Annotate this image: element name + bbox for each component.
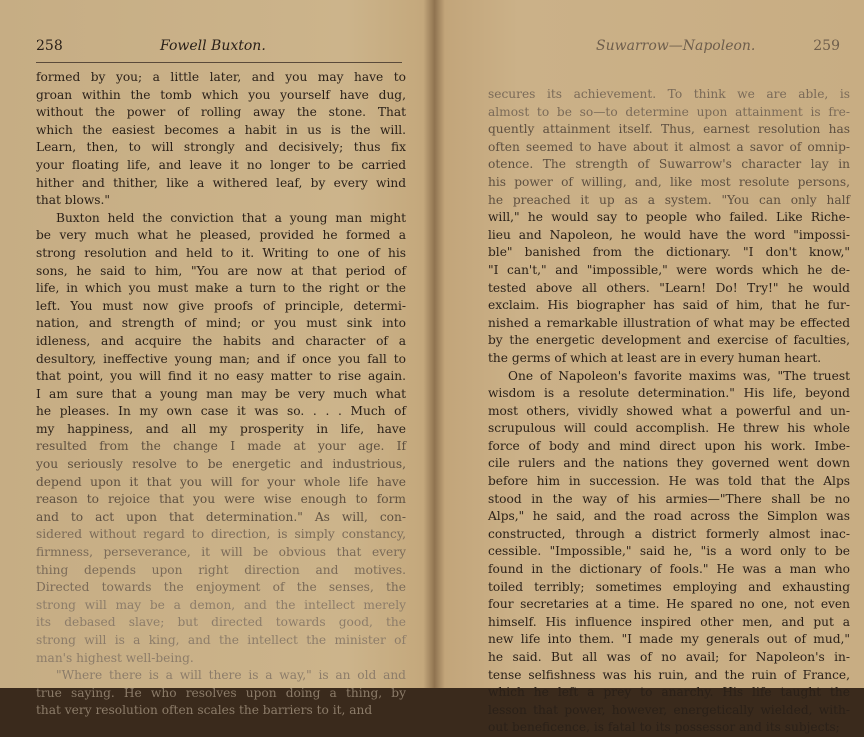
text-line: strong resolution and held to it. Writing to one of his [36, 245, 406, 260]
left-page [0, 0, 432, 718]
text-line: which the easiest becomes a habit in us is the will. [36, 122, 406, 137]
text-line: "Where there is a will there is a way," is an old and [56, 668, 406, 683]
text-line: which he left a prey to anarchy. His life taught the [488, 685, 850, 700]
text-line: resulted from the change I made at your age. If [36, 439, 406, 454]
right-page-body [488, 86, 850, 737]
text-line: exclaim. His biographer has said of him, that he fur- [488, 298, 850, 313]
text-line: "I can't," and "impossible," were words which he de- [488, 262, 850, 277]
text-line: his power of willing, and, like most resolute persons, [488, 174, 850, 189]
text-line: the germs of which at least are in every human heart. [488, 350, 822, 365]
text-line: found in the dictionary of fools." He was a man who [488, 562, 850, 577]
right-page [440, 0, 864, 735]
text-line: Directed towards the enjoyment of the senses, the [36, 580, 406, 595]
text-line: your floating life, and leave it no longer to be carried [36, 157, 406, 172]
left-running-title: Fowell Buxton. [160, 38, 266, 54]
text-line: stood in the way of his armies—"There shall be no [488, 491, 850, 506]
text-line: that point, you will find it no easy matter to rise again. [36, 369, 406, 384]
text-line: thing depends upon right direction and motives. [36, 562, 406, 577]
text-line: four secretaries at a time. He spared no one, not even [488, 597, 850, 612]
text-line: tested above all others. "Learn! Do! Try!" he would [488, 280, 850, 295]
text-line: he pleases. In my own case it was so. . . . Much of [36, 404, 406, 419]
text-line: quently attainment itself. Thus, earnest resolution has [488, 122, 850, 137]
text-line: One of Napoleon's favorite maxims was, "The truest [508, 368, 850, 383]
right-running-title: Suwarrow—Napoleon. [596, 38, 756, 54]
text-line: and to act upon that determination." As will, con- [36, 509, 406, 524]
text-line: without the power of rolling away the stone. That [36, 105, 406, 120]
left-page-number: 258 [36, 38, 63, 54]
text-line: out beneficence, is fatal to its possessor and its subjects; [488, 720, 840, 735]
text-line: lesson that power, however, energetically wielded, with- [488, 702, 850, 717]
text-line: most others, vividly showed what a powerful and un- [488, 403, 850, 418]
text-line: its debased slave; but directed towards good, the [36, 615, 406, 630]
left-header-rule [36, 62, 402, 63]
right-page-number: 259 [813, 38, 840, 54]
left-page-header [36, 38, 402, 60]
text-line: formed by you; a little later, and you may have to [36, 70, 406, 84]
left-page-body [36, 69, 406, 720]
text-line: Buxton held the conviction that a young man might [56, 210, 406, 225]
text-line: toiled terribly; sometimes employing and exhausting [488, 579, 850, 594]
right-page-header [488, 38, 840, 60]
text-line: you seriously resolve to be energetic and industrious, [36, 457, 406, 472]
text-line: often seemed to have about it almost a savor of omnip- [488, 139, 850, 154]
text-line: ble" banished from the dictionary. "I don't know," [488, 245, 850, 260]
text-line: that very resolution often scales the barriers to it, and [36, 703, 373, 718]
text-line: life, in which you must make a turn to the right or the [36, 281, 406, 296]
text-line: sons, he said to him, "You are now at that period of [36, 263, 406, 278]
text-line: he said. But all was of no avail; for Napoleon's in- [488, 650, 850, 664]
text-line: be very much what he pleased, provided he formed a [36, 228, 406, 243]
text-line: Learn, then, to will strongly and decisively; thus fix [36, 140, 406, 155]
text-line: wisdom is a resolute determination." His life, beyond [488, 386, 850, 401]
text-line: cessible. "Impossible," said he, "is a word only to be [488, 544, 850, 559]
text-line: lieu and Napoleon, he would have the word "impossi- [488, 227, 850, 242]
text-line: firmness, perseverance, it will be obvious that every [36, 545, 406, 560]
text-line: I am sure that a young man may be very much what [36, 386, 406, 401]
text-line: nished a remarkable illustration of what may be effected [488, 315, 850, 330]
text-line: himself. His influence inspired other men, and put a [488, 614, 850, 629]
text-line: idleness, and acquire the habits and character of a [36, 333, 406, 348]
text-line: secures its achievement. To think we are able, is [488, 87, 850, 101]
text-line: left. You must now give proofs of principle, determi- [36, 298, 406, 313]
text-line: my happiness, and all my prosperity in life, have [36, 421, 406, 436]
text-line: by the energetic development and exercise of faculties, [488, 333, 850, 348]
text-line: before him in succession. He was told that the Alps [488, 474, 850, 489]
text-line: strong will is a king, and the intellect the minister of [36, 633, 406, 647]
text-line: will," he would say to people who failed. Like Riche- [488, 210, 850, 225]
text-line: man's highest well-being. [36, 650, 194, 665]
text-line: hither and thither, like a withered leaf, by every wind [36, 175, 406, 190]
text-line: otence. The strength of Suwarrow's character lay in [488, 157, 850, 172]
text-line: depend upon it that you will for your whole life have [36, 474, 406, 489]
text-line: that blows." [36, 193, 110, 208]
text-line: new life into them. "I made my generals out of mud," [488, 632, 850, 647]
text-line: sidered without regard to direction, is simply constancy, [36, 527, 406, 542]
text-line: he preached it up as a system. "You can only half [488, 192, 850, 207]
text-line: groan within the tomb which you yourself have dug, [36, 87, 406, 102]
text-line: almost to be so—to determine upon attainment is fre- [488, 104, 850, 119]
text-line: constructed, through a district formerly almost inac- [488, 526, 850, 541]
text-line: nation, and strength of mind; or you must sink into [36, 316, 406, 331]
text-line: tense selfishness was his ruin, and the ruin of France, [488, 667, 850, 682]
text-line: true saying. He who resolves upon doing a thing, by [36, 685, 406, 700]
text-line: force of body and mind direct upon his work. Imbe- [488, 438, 850, 453]
text-line: strong will may be a demon, and the intellect merely [36, 597, 406, 612]
text-line: reason to rejoice that you were wise enough to form [36, 492, 406, 507]
text-line: cile rulers and the nations they governed went down [488, 456, 850, 471]
text-line: desultory, ineffective young man; and if once you fall to [36, 351, 406, 366]
text-line: scrupulous will could accomplish. He threw his whole [488, 421, 850, 436]
text-line: Alps," he said, and the road across the Simplon was [488, 509, 850, 524]
